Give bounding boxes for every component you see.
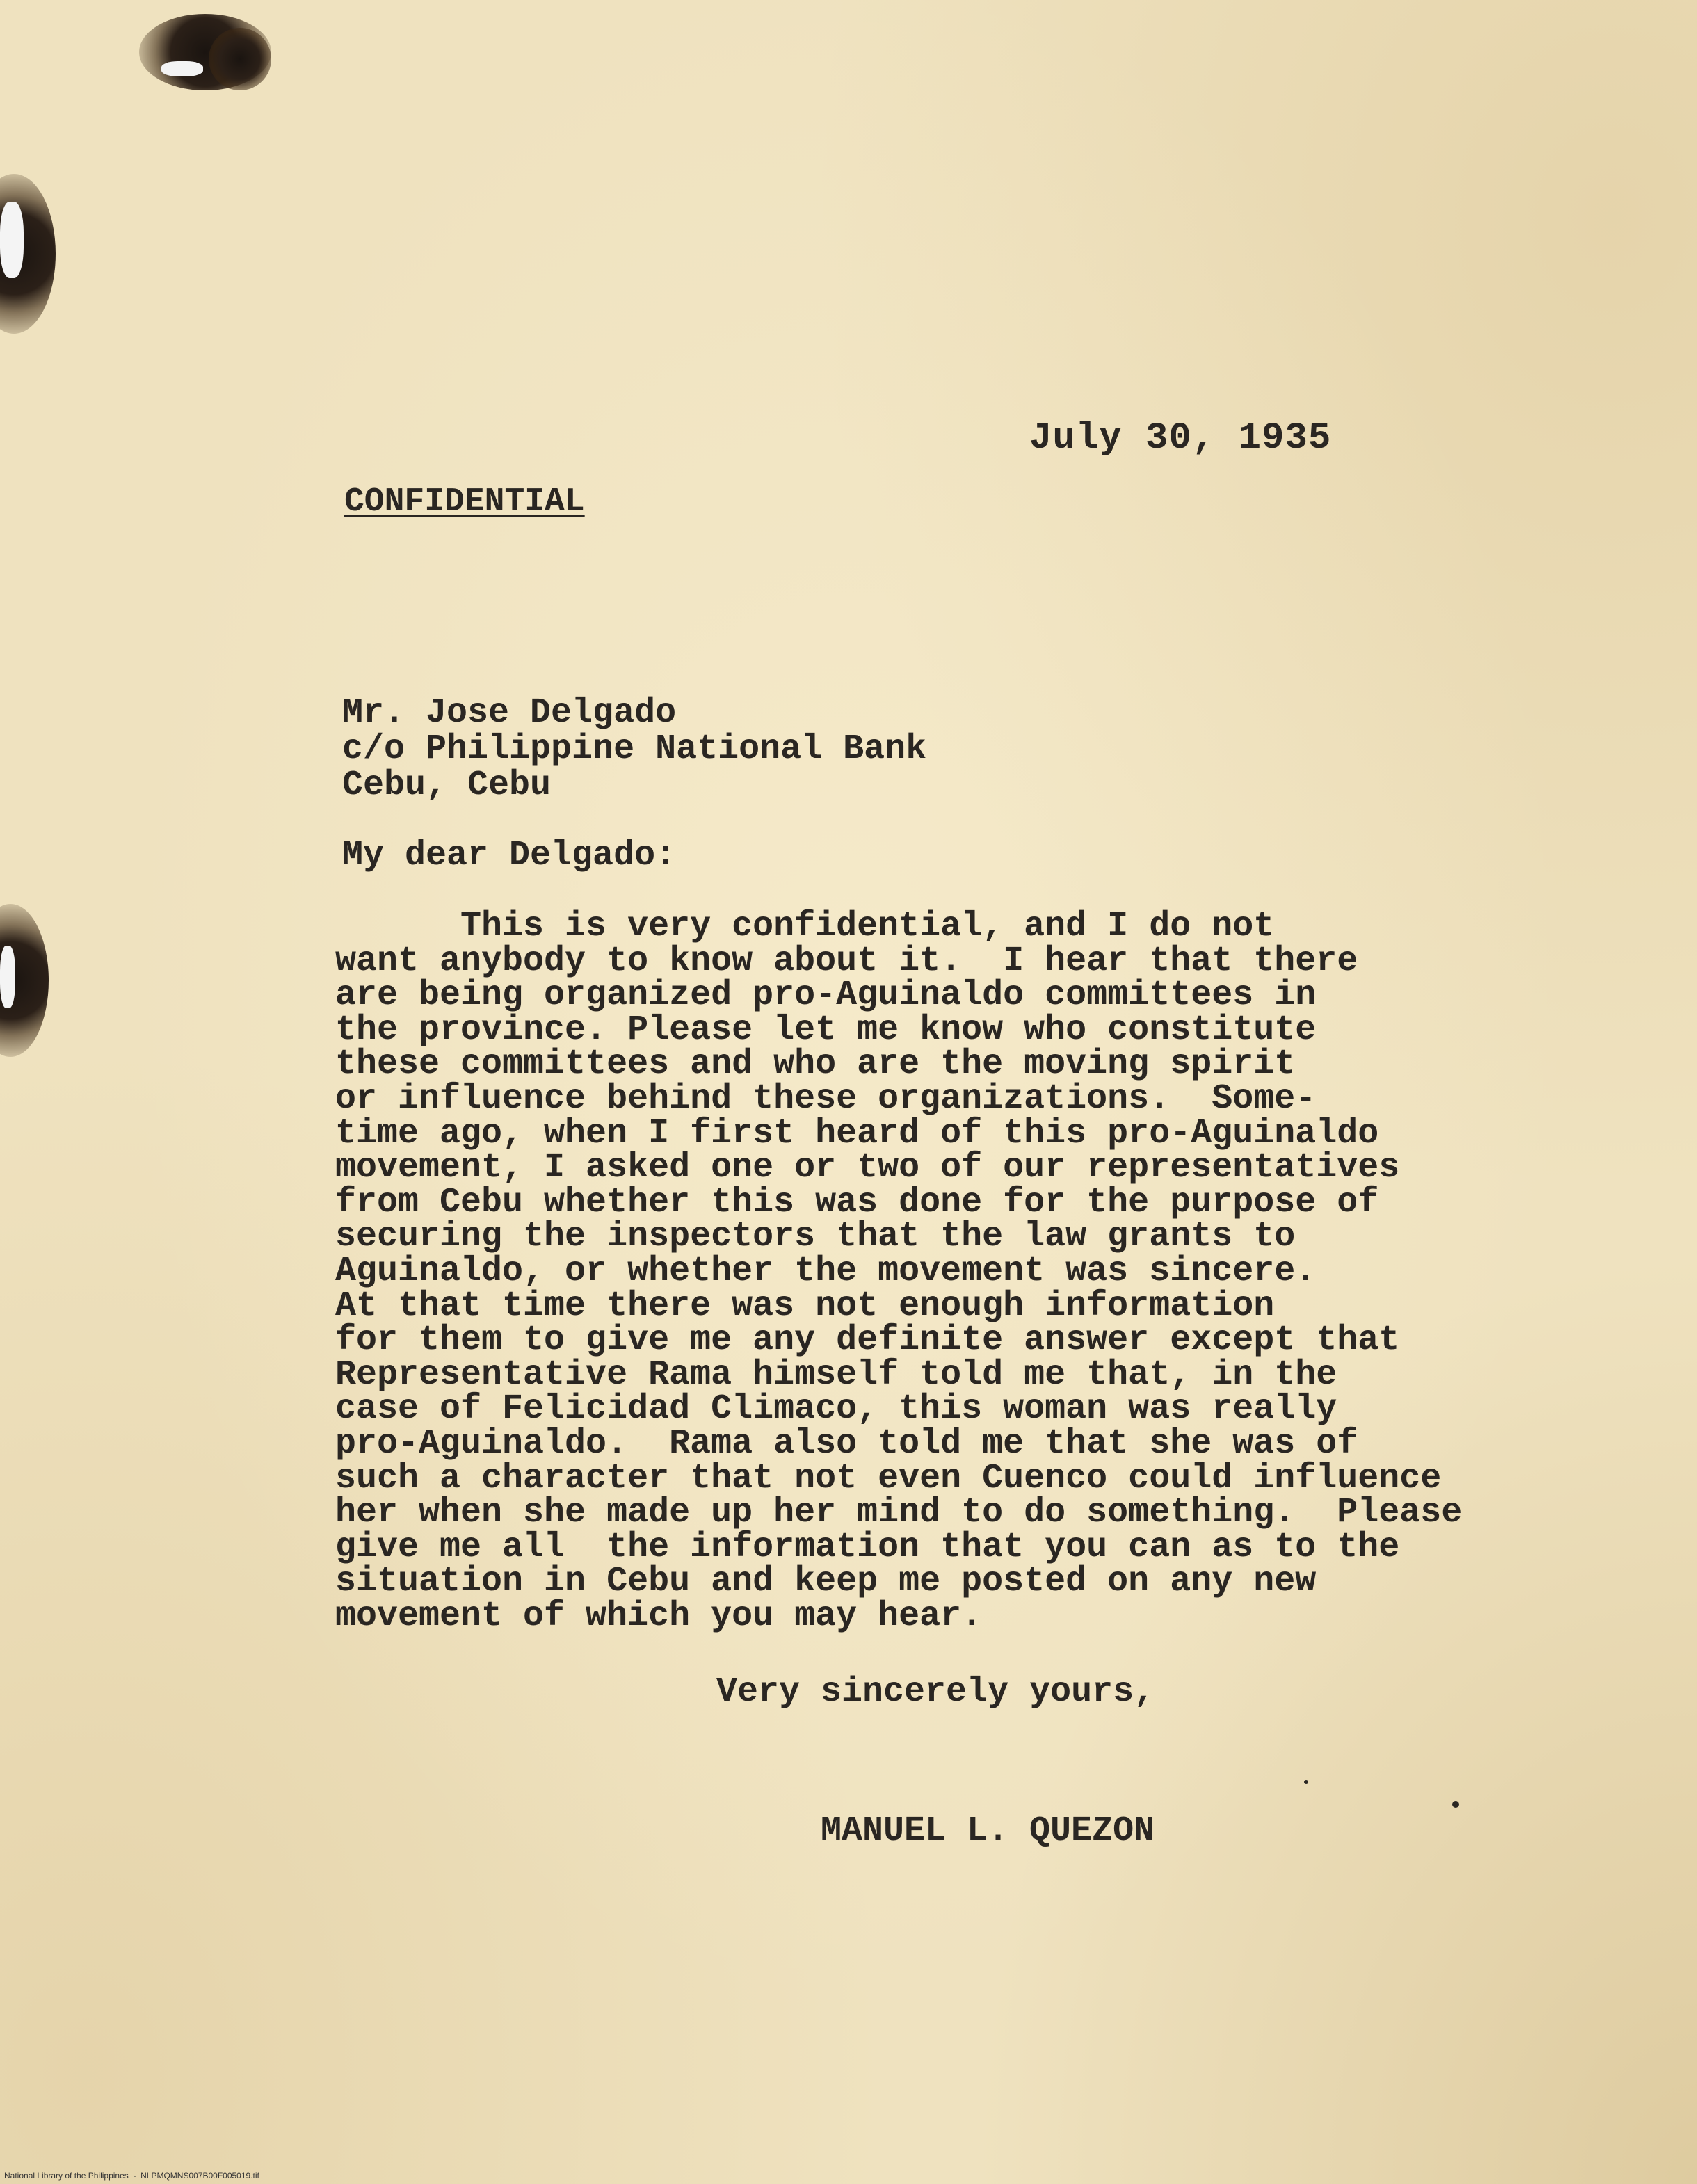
body-line: This is very confidential, and I do not bbox=[335, 907, 1275, 946]
confidential-marking: CONFIDENTIAL bbox=[344, 483, 585, 521]
address-line: Mr. Jose Delgado bbox=[342, 693, 677, 733]
body-line: for them to give me any definite answer except that bbox=[335, 1320, 1400, 1361]
body-line: securing the inspectors that the law grants to bbox=[335, 1217, 1296, 1257]
burn-mark-top-inner bbox=[209, 28, 271, 90]
body-line: are being organized pro-Aguinaldo committees in bbox=[335, 976, 1317, 1016]
body-line: want anybody to know about it. I hear that there bbox=[335, 941, 1358, 981]
body-line: the province. Please let me know who constitute bbox=[335, 1010, 1317, 1050]
closing: Very sincerely yours, bbox=[716, 1672, 1155, 1712]
body-line: Representative Rama himself told me that, in the bbox=[335, 1354, 1337, 1395]
letter-date: July 30, 1935 bbox=[1029, 417, 1332, 460]
body-line: Aguinaldo, or whether the movement was sincere. bbox=[335, 1251, 1317, 1291]
body-line: or influence behind these organizations. Some- bbox=[335, 1078, 1317, 1119]
body-line: case of Felicidad Climaco, this woman was really bbox=[335, 1389, 1337, 1430]
signer-name: MANUEL L. QUEZON bbox=[821, 1811, 1155, 1851]
body-line: pro-Aguinaldo. Rama also told me that she was of bbox=[335, 1423, 1358, 1464]
body-line: from Cebu whether this was done for the purpose of bbox=[335, 1182, 1379, 1222]
body-line: such a character that not even Cuenco could influence bbox=[335, 1458, 1442, 1498]
address-line: c/o Philippine National Bank bbox=[342, 729, 927, 769]
body-line: movement of which you may hear. bbox=[335, 1596, 983, 1636]
body-line: situation in Cebu and keep me posted on any new bbox=[335, 1562, 1317, 1602]
recipient-address bbox=[342, 695, 926, 804]
salutation: My dear Delgado: bbox=[342, 836, 677, 875]
letter-body bbox=[335, 907, 1463, 1636]
punch-hole-lower bbox=[0, 946, 15, 1008]
ink-speck bbox=[1452, 1801, 1459, 1808]
body-line: movement, I asked one or two of our representatives bbox=[335, 1148, 1400, 1188]
archive-footer: National Library of the Philippines - NLPMQMNS007B00F005019.tif bbox=[4, 2171, 259, 2181]
body-line: her when she made up her mind to do something. Please bbox=[335, 1493, 1463, 1533]
address-line: Cebu, Cebu bbox=[342, 766, 552, 805]
body-line: give me all the information that you can as to the bbox=[335, 1527, 1400, 1567]
body-line: time ago, when I first heard of this pro-Aguinaldo bbox=[335, 1113, 1379, 1154]
burn-hole-top bbox=[161, 61, 203, 76]
ink-speck bbox=[1304, 1780, 1308, 1784]
body-line: At that time there was not enough information bbox=[335, 1286, 1275, 1326]
punch-hole-upper bbox=[0, 202, 24, 278]
body-line: these committees and who are the moving spirit bbox=[335, 1044, 1296, 1085]
